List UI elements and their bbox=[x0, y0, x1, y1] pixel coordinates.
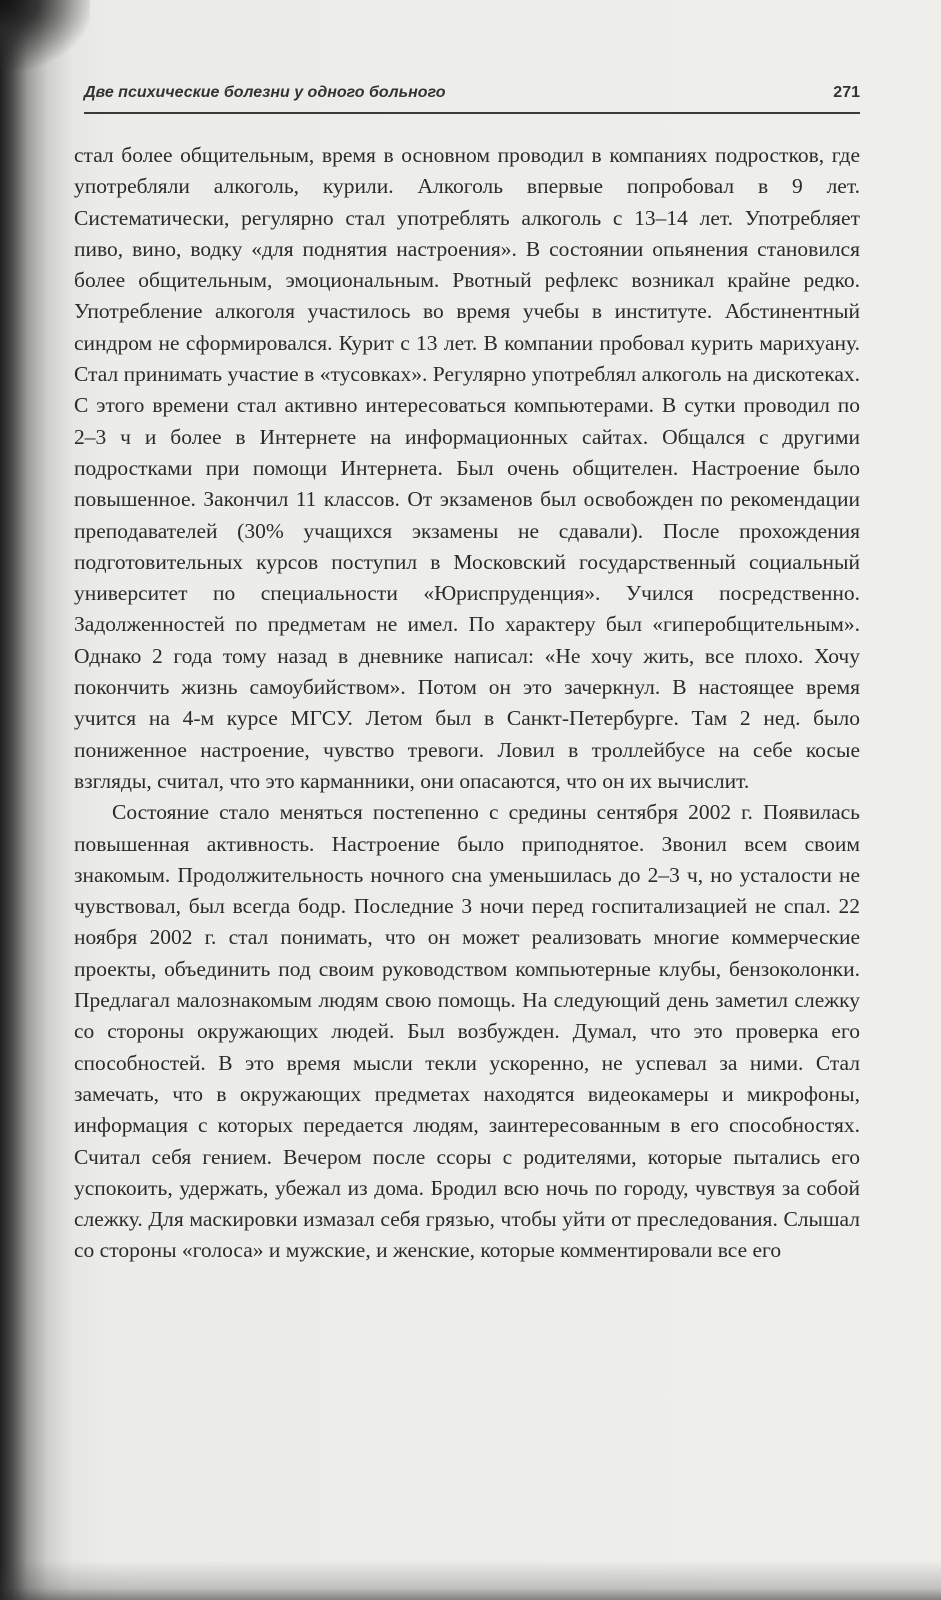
page-body bbox=[74, 140, 860, 1267]
running-head: Две психические болезни у одного больного bbox=[84, 84, 446, 101]
paragraph-1: стал более общительным, время в основном проводил в компаниях подростков, где употребляли алкоголь, курили. Алкоголь впервые попробовал в 9 лет. Систематически, регулярно стал употреблять алкоголь с 13–14 лет. Употребляет пиво, вино, водку «для поднятия настроения». В состоянии опьянения становился более общительным, эмоциональным. Рвотный рефлекс возникал крайне редко. Употребление алкоголя участилось во время учебы в институте. Абстинентный синдром не сформировался. Курит с 13 лет. В компании пробовал курить марихуану. Стал принимать участие в «тусовках». Регулярно употреблял алкоголь на дискотеках. С этого времени стал активно интересоваться компьютерами. В сутки проводил по 2–3 ч и более в Интернете на информационных сайтах. Общался с другими подростками при помощи Интернета. Был очень общителен. Настроение было повышенное. Закончил 11 классов. От экзаменов был освобожден по рекомендации преподавателей (30% учащихся экзамены не сдавали). После прохождения подготовительных курсов поступил в Московский государственный социальный университет по специальности «Юриспруденция». Учился посредственно. Задолженностей по предметам не имел. По характеру был «гиперобщительным». Однако 2 года тому назад в дневнике написал: «Не хочу жить, все плохо. Хочу покончить жизнь самоубийством». Потом он это зачеркнул. В настоящее время учится на 4-м курсе МГСУ. Летом был в Санкт-Петербурге. Там 2 нед. было пониженное настроение, чувство тревоги. Ловил в троллейбусе на себе косые взгляды, считал, что это карманники, они опасаются, что он их вычислит. bbox=[74, 143, 860, 793]
page-number: 271 bbox=[833, 84, 860, 101]
page-corner-shadow bbox=[0, 0, 90, 70]
page-header bbox=[84, 80, 860, 114]
paragraph-2: Состояние стало меняться постепенно с средины сентября 2002 г. Появилась повышенная активность. Настроение было приподнятое. Звонил всем своим знакомым. Продолжительность ночного сна уменьшилась до 2–3 ч, но усталости не чувствовал, был всегда бодр. Последние 3 ночи перед госпитализацией не спал. 22 ноября 2002 г. стал понимать, что он может реализовать многие коммерческие проекты, объединить под своим руководством компьютерные клубы, бензоколонки. Предлагал малознакомым людям свою помощь. На следующий день заметил слежку со стороны окружающих людей. Был возбужден. Думал, что это проверка его способностей. В это время мысли текли ускоренно, не успевал за ними. Стал замечать, что в окружающих предметах находятся видеокамеры и микрофоны, информация с которых передается людям, заинтересованным в его способностях. Считал себя гением. Вечером после ссоры с родителями, которые пытались его успокоить, удержать, убежал из дома. Бродил всю ночь по городу, чувствуя за собой слежку. Для маскировки измазал себя грязью, чтобы уйти от преследования. Слышал со стороны «голоса» и мужские, и женские, которые комментировали все его bbox=[74, 800, 860, 1263]
page-bottom-shadow bbox=[0, 1560, 941, 1600]
